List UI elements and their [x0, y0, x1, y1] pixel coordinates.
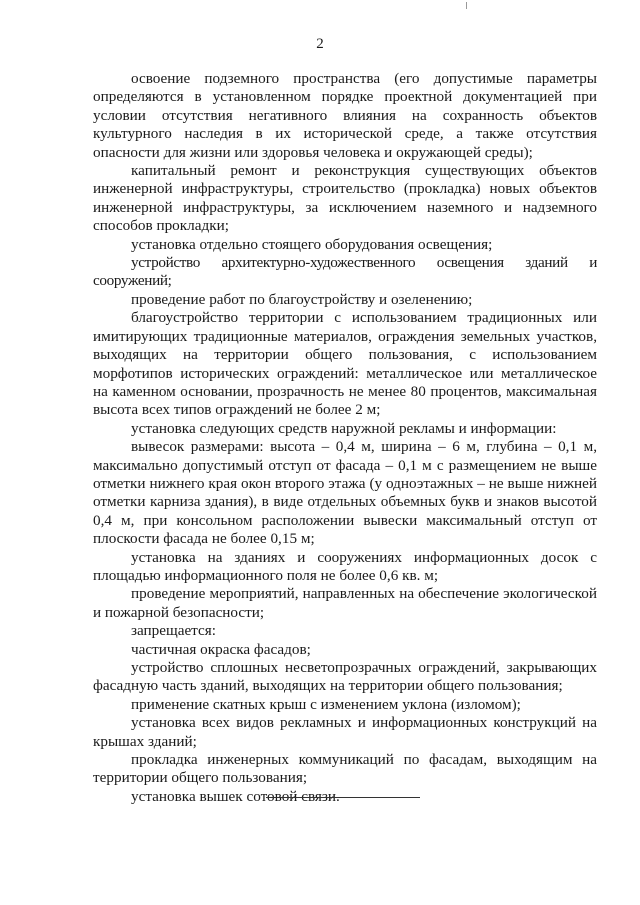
paragraph-prohibited-heading: запрещается: [131, 622, 216, 640]
paragraph-landscaping: проведение работ по благоустройству и озеленению; [131, 290, 473, 308]
end-divider-line [266, 797, 420, 798]
paragraph-lighting-equipment: установка отдельно стоящего оборудования освещения; [131, 235, 493, 253]
paragraph-signboards: вывесок размерами: высота – 0,4 м, ширина – 6 м, глубина – 0,1 м, максимально допустимый отступ от фасада – 0,1 м с размещением не выше отметки нижнего края окон второго этажа (у одноэтажных – не выше нижней отметки карниза здания), в виде отдельных объемных букв и знаков высотой 0,4 м, при консольном расположении вывески максимальный отступ от плоскости фасада не более 0,15 м; [93, 438, 597, 548]
paragraph-architectural-lighting: устройство архитектурно-художественного освещения зданий и сооружений; [93, 254, 597, 290]
paragraph-underground-space: освоение подземного пространства (его допустимые параметры определяются в установленном порядке проектной документацией при условии отсутствия негативного влияния на сохранность объектов культурного наследия в их исторической среде, а также отсутствия опасности для жизни или здоровья человека и окружающей среды); [93, 70, 597, 161]
paragraph-partial-painting: частичная окраска фасадов; [131, 640, 311, 658]
paragraph-pitched-roofs: применение скатных крыш с изменением уклона (изломом); [131, 695, 521, 713]
paragraph-information-boards: установка на зданиях и сооружениях информационных досок с площадью информационного поля не более 0,6 кв. м; [93, 548, 597, 584]
scan-speck [466, 2, 467, 9]
paragraph-infrastructure-repair: капитальный ремонт и реконструкция существующих объектов инженерной инфраструктуры, строительство (прокладка) новых объектов инженерной инфраструктуры, за исключением наземного и надземного способов прокладки; [93, 162, 597, 235]
page-number: 2 [316, 36, 324, 52]
paragraph-advertising-intro: установка следующих средств наружной рекламы и информации: [131, 419, 557, 437]
paragraph-roof-advertising: установка всех видов рекламных и информационных конструкций на крышах зданий; [93, 714, 597, 750]
paragraph-facade-utilities: прокладка инженерных коммуникаций по фасадам, выходящим на территории общего пользования; [93, 751, 597, 787]
paragraph-fencing: благоустройство территории с использованием традиционных или имитирующих традиционные материалов, ограждения земельных участков, выходящих на территории общего пользования, с использованием морфотипов исторических ограждений: металлическое или металлическое на каменном основании, прозрачность не менее 80 процентов, максимальная высота всех типов ограждений не более 2 м; [93, 309, 597, 419]
paragraph-safety-measures: проведение мероприятий, направленных на обеспечение экологической и пожарной безопасности; [93, 585, 597, 621]
paragraph-solid-fences: устройство сплошных несветопрозрачных ограждений, закрывающих фасадную часть зданий, выходящих на территории общего пользования; [93, 659, 597, 695]
paragraph-cell-towers: установка вышек сотовой связи. [131, 787, 340, 805]
document-body [93, 70, 597, 806]
